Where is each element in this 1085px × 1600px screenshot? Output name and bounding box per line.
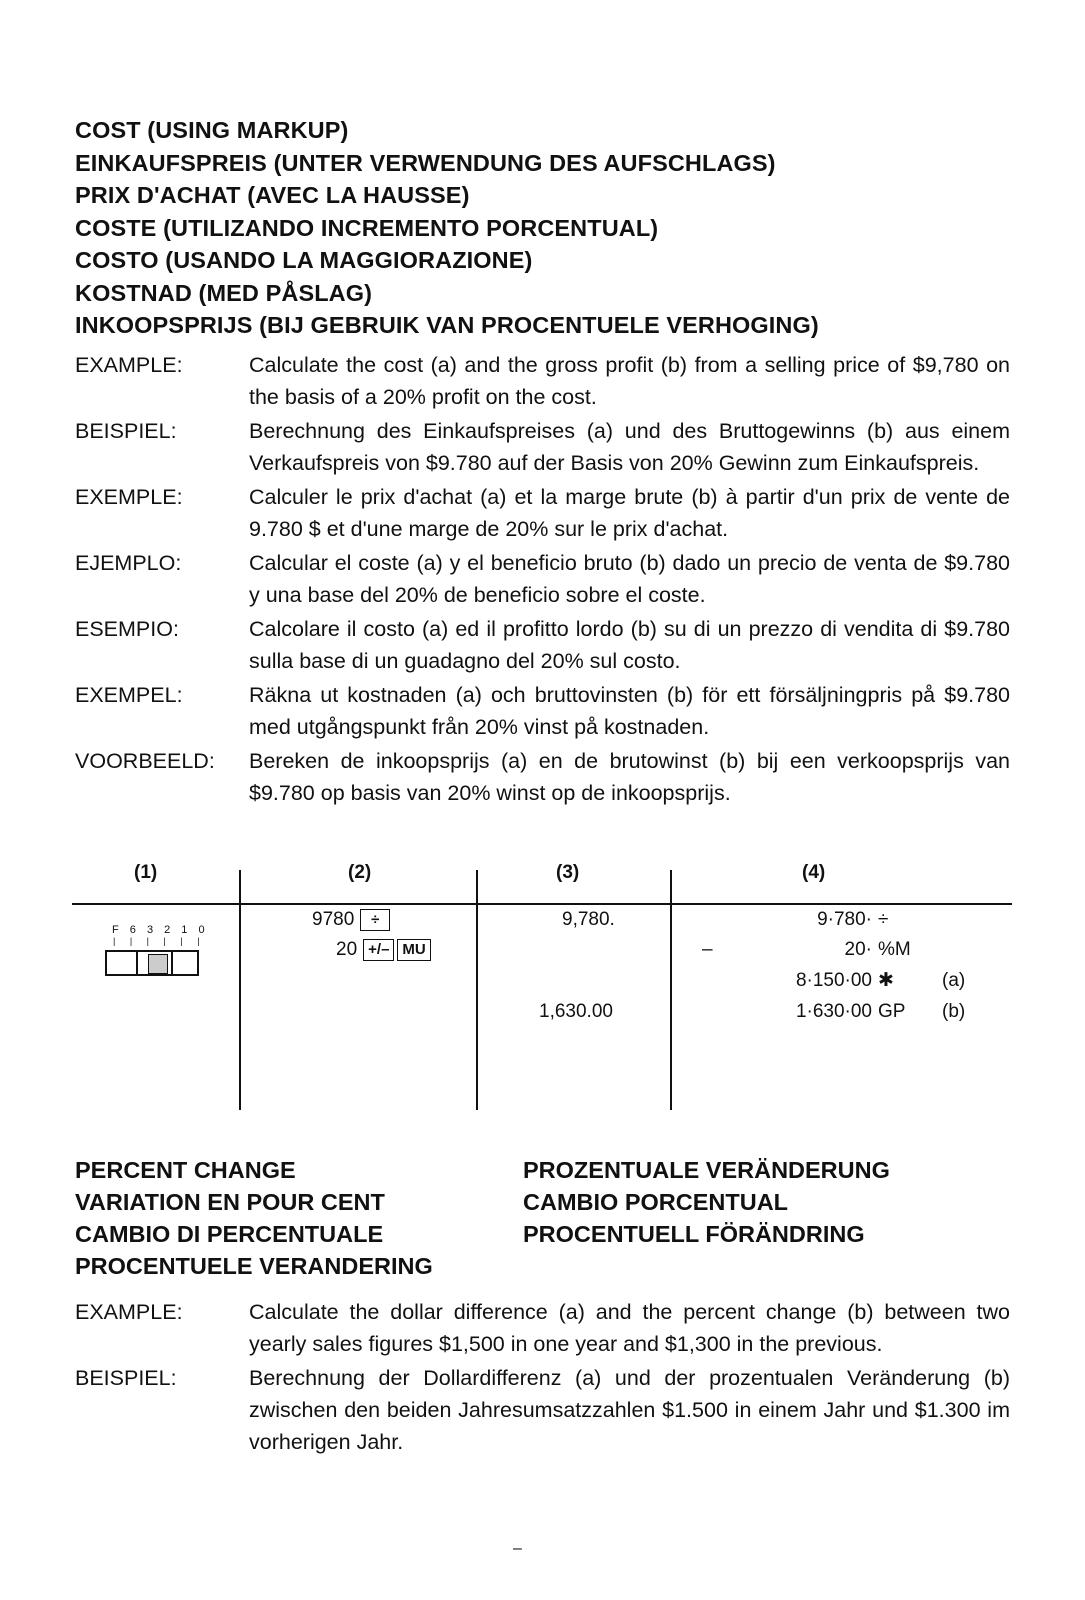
percent-change-titles-left bbox=[75, 1154, 433, 1282]
title-es: COSTE (UTILIZANDO INCREMENTO PORCENTUAL) bbox=[75, 214, 659, 241]
column-divider bbox=[670, 870, 672, 1110]
tape-note: (a) bbox=[942, 970, 966, 991]
decimal-switch-labels: F 6 3 2 1 0 bbox=[112, 924, 209, 936]
markup-examples bbox=[75, 349, 1010, 811]
percent-change-titles-right bbox=[523, 1154, 890, 1250]
title-de: EINKAUFSPREIS (UNTER VERWENDUNG DES AUFSCHLAGS) bbox=[75, 149, 776, 176]
example-label: VOORBEELD: bbox=[75, 749, 215, 773]
tape-value: 1·630·00 bbox=[795, 1001, 872, 1022]
title-en: PERCENT CHANGE bbox=[75, 1157, 296, 1183]
decimal-switch-icon bbox=[105, 950, 199, 976]
example-label: ESEMPIO: bbox=[75, 617, 179, 641]
example-label: EJEMPLO: bbox=[75, 551, 182, 575]
column-divider bbox=[476, 870, 478, 1110]
entry-row bbox=[312, 904, 390, 935]
title-it: CAMBIO DI PERCENTUALE bbox=[75, 1221, 384, 1247]
example-en bbox=[75, 349, 1010, 413]
page-number: – bbox=[513, 1540, 522, 1557]
example-text: Calculer le prix d'achat (a) et la marge brute (b) à partir d'un prix de vente de 9.780 $ et d'une marge de 20% sur le prix d'achat. bbox=[249, 485, 1010, 541]
entry-row bbox=[336, 934, 431, 965]
title-en: COST (USING MARKUP) bbox=[75, 117, 349, 143]
tape-symbol: %M bbox=[878, 939, 911, 960]
column-header-3: (3) bbox=[556, 862, 580, 883]
example-text: Berechnung der Dollardifferenz (a) und der prozentualen Veränderung (b) zwischen den beiden Jahresumsatzzahlen $1.500 in einem Jahr und $1.300 im vorherigen Jahr. bbox=[249, 1366, 1010, 1454]
mu-key-icon: MU bbox=[397, 939, 430, 961]
title-sv: PROCENTUELL FÖRÄNDRING bbox=[523, 1221, 865, 1247]
plus-minus-key-icon: +/– bbox=[363, 939, 394, 961]
title-sv: KOSTNAD (MED PÅSLAG) bbox=[75, 279, 373, 306]
example-text: Bereken de inkoopsprijs (a) en de brutowinst (b) bij een verkoopsprijs van $9.780 op basis van 20% winst op de inkoopsprijs. bbox=[249, 749, 1010, 805]
display-value: 9,780. bbox=[562, 909, 615, 930]
example-nl bbox=[75, 745, 1010, 809]
tape-value: 9·780· bbox=[817, 909, 872, 930]
example-de bbox=[75, 1362, 1010, 1458]
tape-value: 20· bbox=[844, 939, 872, 960]
column-header-4: (4) bbox=[802, 862, 826, 883]
example-fr bbox=[75, 481, 1010, 545]
example-text: Calcular el coste (a) y el beneficio bruto (b) dado un precio de venta de $9.780 y una base del 20% de beneficio sobre el coste. bbox=[249, 551, 1010, 607]
example-text: Calculate the dollar difference (a) and the percent change (b) between two yearly sales figures $1,500 in one year and $1,300 in the previous. bbox=[249, 1300, 1010, 1356]
title-it: COSTO (USANDO LA MAGGIORAZIONE) bbox=[75, 247, 533, 273]
title-nl: PROCENTUELE VERANDERING bbox=[75, 1253, 433, 1279]
entry-value: 20 bbox=[336, 939, 358, 960]
example-label: BEISPIEL: bbox=[75, 1366, 177, 1390]
example-it bbox=[75, 613, 1010, 677]
example-text: Calculate the cost (a) and the gross profit (b) from a selling price of $9,780 on the basis of a 20% profit on the cost. bbox=[249, 353, 1010, 409]
tape-symbol: GP bbox=[878, 1001, 906, 1022]
example-text: Berechnung des Einkaufspreises (a) und des Bruttogewinns (b) aus einem Verkaufspreis von $9.780 auf der Basis von 20% Gewinn zum Einkaufspreis. bbox=[249, 419, 1010, 475]
percent-change-examples bbox=[75, 1296, 1010, 1460]
column-header-2: (2) bbox=[348, 862, 372, 883]
example-label: EXEMPLE: bbox=[75, 485, 183, 509]
display-value: 1,630.00 bbox=[539, 1001, 613, 1022]
markup-titles bbox=[75, 114, 819, 342]
example-text: Calcolare il costo (a) ed il profitto lordo (b) su di un prezzo di vendita di $9.780 sulla base di un guadagno del 20% sul costo. bbox=[249, 617, 1010, 673]
example-es bbox=[75, 547, 1010, 611]
calculation-table bbox=[72, 862, 1012, 1112]
divide-key-icon: ÷ bbox=[360, 909, 390, 931]
column-header-1: (1) bbox=[134, 862, 158, 883]
example-label: EXEMPEL: bbox=[75, 683, 183, 707]
tape-sign: – bbox=[702, 939, 713, 960]
example-label: EXAMPLE: bbox=[75, 1300, 183, 1324]
example-en bbox=[75, 1296, 1010, 1360]
tape-value: 8·150·00 bbox=[795, 970, 872, 991]
example-label: BEISPIEL: bbox=[75, 419, 177, 443]
tape-symbol: ✱ bbox=[878, 970, 894, 991]
title-es: CAMBIO PORCENTUAL bbox=[523, 1189, 789, 1215]
title-nl: INKOOPSPRIJS (BIJ GEBRUIK VAN PROCENTUELE VERHOGING) bbox=[75, 312, 819, 338]
example-sv bbox=[75, 679, 1010, 743]
example-text: Räkna ut kostnaden (a) och bruttovinsten (b) för ett försäljningpris på $9.780 med utgångspunkt från 20% vinst på kostnaden. bbox=[249, 683, 1010, 739]
entry-value: 9780 bbox=[312, 909, 355, 930]
title-de: PROZENTUALE VERÄNDERUNG bbox=[523, 1157, 890, 1183]
example-label: EXAMPLE: bbox=[75, 353, 183, 377]
decimal-switch-ticks: | | | | | | bbox=[113, 936, 206, 946]
title-fr: VARIATION EN POUR CENT bbox=[75, 1189, 385, 1215]
title-fr: PRIX D'ACHAT (AVEC LA HAUSSE) bbox=[75, 182, 470, 208]
example-de bbox=[75, 415, 1010, 479]
column-divider bbox=[239, 870, 241, 1110]
tape-symbol: ÷ bbox=[878, 909, 889, 930]
tape-note: (b) bbox=[942, 1001, 966, 1022]
